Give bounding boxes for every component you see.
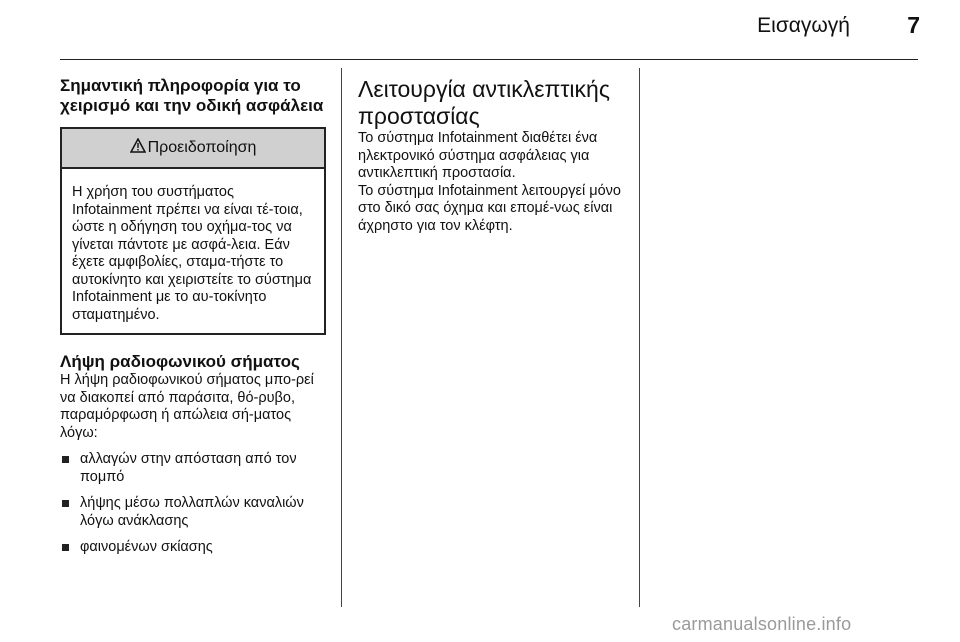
warning-text: Η χρήση του συστήματος Infotainment πρέπει να είναι τέ-τοια, ώστε η οδήγηση του οχήμα-τος να γίνεται πάντοτε με ασφά-λεια. Εάν έχετε αμφιβολίες, σταμα-τήστε το αυτοκίνητο και χειριστείτε το σύστημα Infotainment με το αυ-τοκίνητο σταματημένο.	[72, 184, 312, 323]
bullet-square-icon	[62, 500, 69, 507]
list-item	[60, 451, 326, 486]
list-item	[60, 495, 326, 530]
header-rule	[60, 59, 918, 60]
warning-title: Προειδοποίηση	[147, 139, 257, 156]
page-number: 7	[907, 12, 920, 38]
warning-header	[62, 129, 324, 169]
list-item-text: φαινομένων σκίασης	[80, 539, 213, 555]
antitheft-paragraph-1: Το σύστημα Infotainment διαθέτει ένα ηλεκτρονικό σύστημα ασφάλειας για αντικλεπτική προστασία.	[358, 130, 598, 181]
warning-box	[60, 127, 326, 335]
list-item-text: αλλαγών στην απόσταση από τον πομπό	[80, 451, 297, 485]
warning-body	[62, 169, 324, 333]
antitheft-heading-line1: Λειτουργία αντικλεπτικής	[358, 76, 610, 102]
reception-section	[60, 352, 326, 557]
column-divider-right	[639, 68, 640, 607]
antitheft-heading	[358, 76, 626, 130]
page-header-title: Εισαγωγή	[757, 14, 850, 37]
reception-bullet-list	[60, 451, 326, 557]
middle-column	[358, 76, 626, 235]
reception-text: Η λήψη ραδιοφωνικού σήματος μπο-ρεί να διακοπεί από παράσιτα, θό-ρυβο, παραμόρφωση ή απώλεια σή-ματος λόγω:	[60, 372, 314, 441]
reception-heading: Λήψη ραδιοφωνικού σήματος	[60, 352, 300, 371]
bullet-square-icon	[62, 456, 69, 463]
safety-heading	[60, 76, 326, 116]
safety-heading-line2: χειρισμό και την οδική ασφάλεια	[60, 96, 324, 115]
antitheft-paragraph-2: Το σύστημα Infotainment λειτουργεί μόνο στο δικό σας όχημα και επομέ-νως είναι άχρηστο για τον κλέφτη.	[358, 182, 621, 234]
list-item-text: λήψης μέσω πολλαπλών καναλιών λόγω ανάκλασης	[80, 495, 304, 529]
column-divider-left	[341, 68, 342, 607]
watermark: carmanualsonline.info	[672, 614, 852, 634]
antitheft-heading-line2: προστασίας	[358, 103, 480, 129]
warning-triangle-icon	[130, 138, 146, 158]
list-item	[60, 539, 326, 557]
bullet-square-icon	[62, 544, 69, 551]
left-column	[60, 76, 326, 566]
safety-heading-line1: Σημαντική πληροφορία για το	[60, 76, 301, 95]
